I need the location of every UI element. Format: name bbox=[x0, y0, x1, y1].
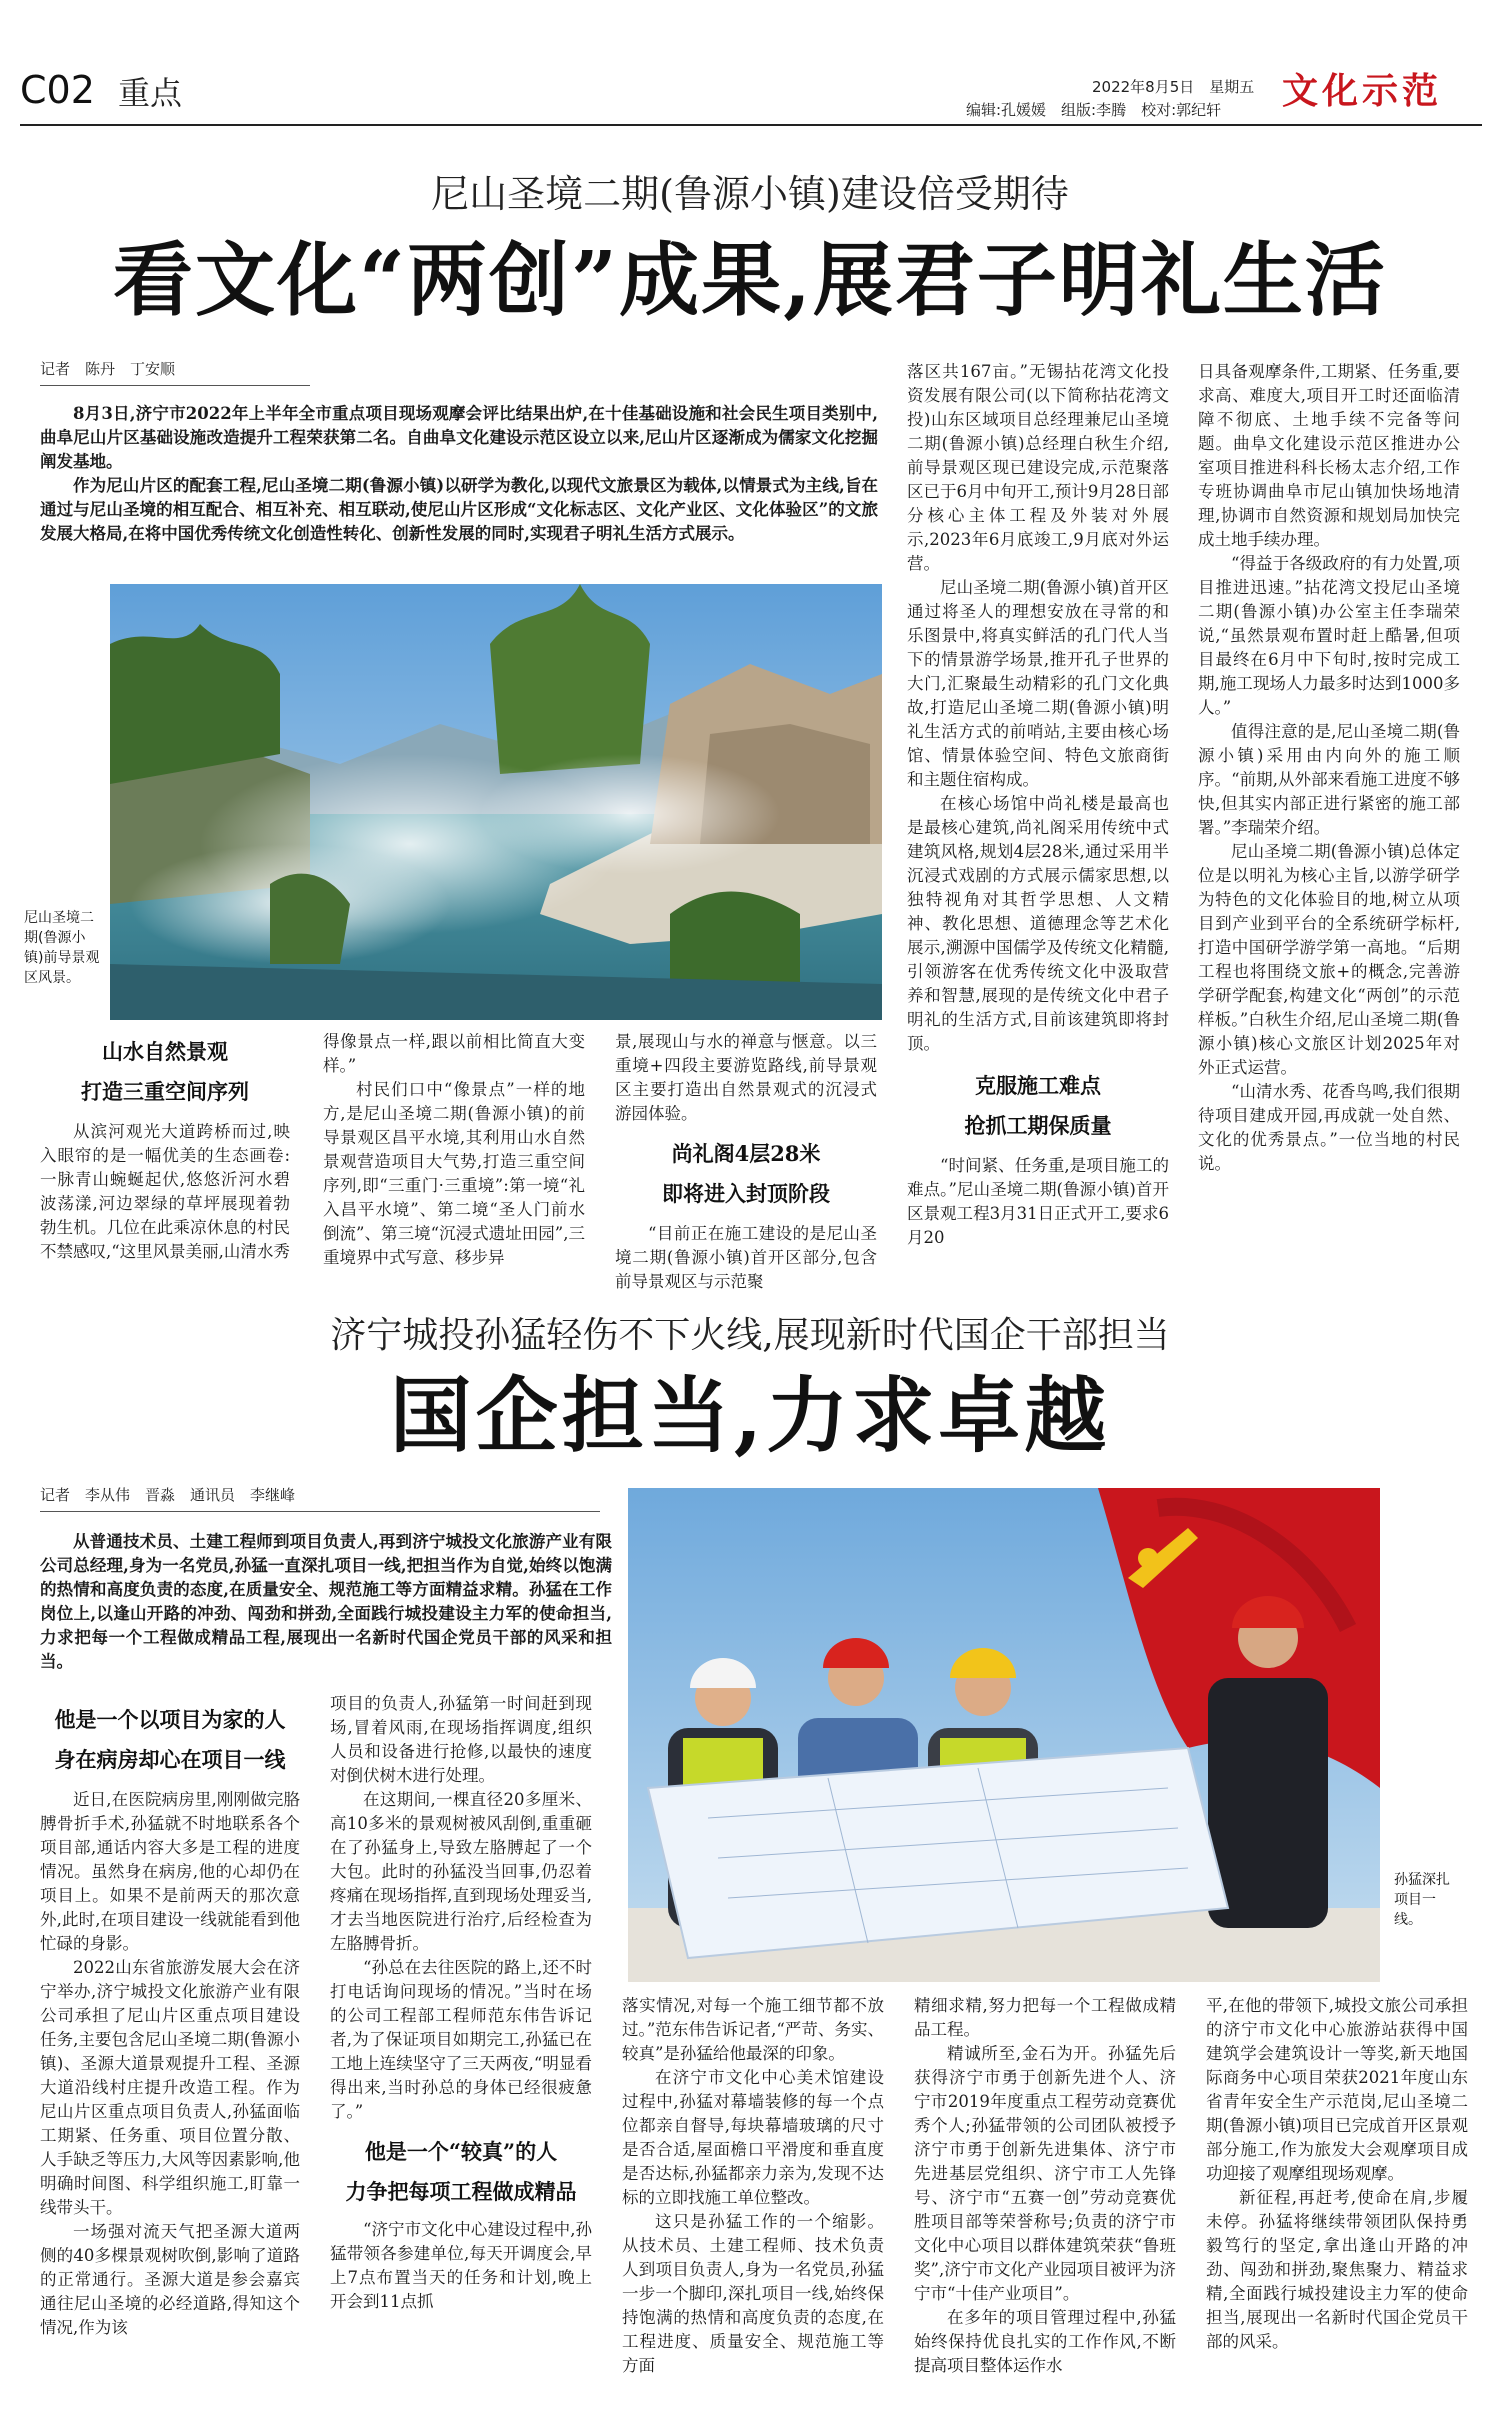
body-paragraph: 村民们口中“像景点”一样的地方,是尼山圣境二期(鲁源小镇)的前导景观区昌平水境,其利用山水自然景观营造项目大气势,打造三重空间序列,即“三重门·三重境”:第一境“礼入昌平水境”、第二境“圣人门前水倒流”、第三境“沉浸式遗址田园”,三重境界中式写意、移步异 bbox=[323, 1080, 585, 1267]
section-subheading: 打造三重空间序列 bbox=[81, 1079, 249, 1104]
workers-photo-caption: 孙猛深扎项目一线。 bbox=[1394, 1872, 1450, 1928]
article1-column-4 bbox=[907, 360, 1169, 1260]
section-subheading: 力争把每项工程做成精品 bbox=[345, 2179, 577, 2204]
landscape-photo-caption: 尼山圣境二期(鲁源小镇)前导景观区风景。 bbox=[24, 910, 100, 986]
body-paragraph: 在济宁市文化中心美术馆建设过程中,孙猛对幕墙装修的每一个点位都亲自督导,每块幕墙玻璃的尺寸是否合适,屋面檐口平滑度和垂直度是否达标,孙猛都亲力亲为,发现不达标的立即找施工单位整改。 bbox=[622, 2068, 884, 2207]
workers-photo-svg bbox=[628, 1488, 1380, 1982]
article1-column-3 bbox=[615, 1030, 877, 1291]
lead-paragraph: 作为尼山片区的配套工程,尼山圣境二期(鲁源小镇)以研学为教化,以现代文旅景区为载体,以情景式为主线,旨在通过与尼山圣境的相互配合、相互补充、相互联动,使尼山片区形成“文化标志区、文化产业区、文化体验区”的文旅发展大格局,在将中国优秀传统文化创造性转化、创新性发展的同时,实现君子明礼生活方式展示。 bbox=[40, 476, 878, 543]
body-paragraph: “得益于各级政府的有力处置,项目推进迅速。”拈花湾文投尼山圣境二期(鲁源小镇)办公室主任李瑞荣说,“虽然景观布置时赶上酷暑,但项目最终在6月中下旬时,按时完成工期,施工现场人力最多时达到1000多人。” bbox=[1198, 554, 1460, 717]
body-paragraph: 得像景点一样,跟以前相比简直大变样。” bbox=[323, 1032, 585, 1075]
body-paragraph: 景,展现山与水的禅意与惬意。以三重境+四段主要游览路线,前导景观区主要打造出自然景观式的沉浸式游园体验。 bbox=[615, 1032, 877, 1123]
body-paragraph: 新征程,再赶考,使命在肩,步履未停。孙猛将继续带领团队保持勇毅笃行的坚定,拿出逢山开路的冲劲、闯劲和拼劲,聚焦聚力、精益求精,全面践行城投建设主力军的使命担当,展现出一名新时代国企党员干部的风采。 bbox=[1206, 2188, 1468, 2351]
brand-logo: 文化示范 bbox=[1282, 71, 1443, 112]
lead-paragraph: 8月3日,济宁市2022年上半年全市重点项目现场观摩会评比结果出炉,在十佳基础设施和社会民生项目类别中,曲阜尼山片区基础设施改造提升工程荣获第二名。自曲阜文化建设示范区设立以来,尼山片区逐渐成为儒家文化挖掘阐发基地。 bbox=[40, 404, 878, 471]
issue-date: 2022年8月5日 星期五 bbox=[1092, 78, 1255, 96]
body-paragraph: 在这期间,一棵直径20多厘米、高10多米的景观树被风刮倒,重重砸在了孙猛身上,导致左胳膊起了一个大包。此时的孙猛没当回事,仍忍着疼痛在现场指挥,直到现场处理妥当,才去当地医院进行治疗,后经检查为左胳膊骨折。 bbox=[330, 1790, 592, 1953]
body-paragraph: 平,在他的带领下,城投文旅公司承担的济宁市文化中心旅游站获得中国建筑学会建筑设计一等奖,新天地国际商务中心项目荣获2021年度山东省青年安全生产示范岗,尼山圣境二期(鲁源小镇)项目已完成首开区景观部分施工,作为旅发大会观摩项目成功迎接了观摩组现场观摩。 bbox=[1206, 1996, 1468, 2183]
body-paragraph: “济宁市文化中心建设过程中,孙猛带领各参建单位,每天开调度会,早上7点布置当天的任务和计划,晚上开会到11点抓 bbox=[330, 2220, 592, 2311]
body-paragraph: 近日,在医院病房里,刚刚做完胳膊骨折手术,孙猛就不时地联系各个项目部,通话内容大多是工程的进度情况。虽然身在病房,他的心却仍在项目上。如果不是前两天的那次意外,此时,在项目建设一线就能看到他忙碌的身影。 bbox=[40, 1790, 300, 1953]
body-paragraph: 精细求精,努力把每一个工程做成精品工程。 bbox=[914, 1996, 1176, 2039]
article2-lead bbox=[40, 1530, 612, 1674]
body-paragraph: “目前正在施工建设的是尼山圣境二期(鲁源小镇)首开区部分,包含前导景观区与示范聚 bbox=[615, 1224, 877, 1291]
editor-credits: 编辑:孔媛媛 组版:李腾 校对:郭纪轩 bbox=[966, 101, 1222, 119]
body-paragraph: 这只是孙猛工作的一个缩影。从技术员、土建工程师、技术负责人到项目负责人,身为一名党员,孙猛一步一个脚印,深扎项目一线,始终保持饱满的热情和高度负责的态度,在工程进度、质量安全、规范施工等方面 bbox=[622, 2212, 884, 2375]
article1-column-2 bbox=[323, 1030, 585, 1267]
body-paragraph: 尼山圣境二期(鲁源小镇)总体定位是以明礼为核心主旨,以游学研学为特色的文化体验目的地,树立从项目到产业到平台的全系统研学标杆,打造中国研学游学第一高地。“后期工程也将围绕文旅+的概念,完善游学研学配套,构建文化“两创”的示范样板。”白秋生介绍,尼山圣境二期(鲁源小镇)核心文旅区计划2025年对外正式运营。 bbox=[1198, 842, 1460, 1077]
article2-title: 国企担当,力求卓越 bbox=[389, 1368, 1111, 1464]
body-paragraph: 项目的负责人,孙猛第一时间赶到现场,冒着风雨,在现场指挥调度,组织人员和设备进行抢修,以最快的速度对倒伏树木进行处理。 bbox=[330, 1694, 592, 1785]
article1-lead bbox=[40, 402, 878, 546]
lead-paragraph: 从普通技术员、土建工程师到项目负责人,再到济宁城投文化旅游产业有限公司总经理,身为一名党员,孙猛一直深扎项目一线,把担当作为自觉,始终以饱满的热情和高度负责的态度,在质量安全、规范施工等方面精益求精。孙猛在工作岗位上,以逢山开路的冲劲、闯劲和拼劲,全面践行城投建设主力军的使命担当,力求把每一个工程做成精品工程,展现出一名新时代国企党员干部的风采和担当。 bbox=[40, 1532, 612, 1671]
section-subheading: 克服施工难点 bbox=[975, 1073, 1101, 1098]
landscape-photo-svg bbox=[110, 584, 882, 1020]
page-number: C02 bbox=[20, 68, 95, 112]
article1-kicker: 尼山圣境二期(鲁源小镇)建设倍受期待 bbox=[431, 172, 1069, 216]
body-paragraph: 从滨河观光大道跨桥而过,映入眼帘的是一幅优美的生态画卷:一脉青山蜿蜒起伏,悠悠沂河水碧波荡漾,河边翠绿的草坪展现着勃勃生机。几位在此乘凉休息的村民不禁感叹,“这里风景美丽,山清水秀 bbox=[40, 1122, 290, 1261]
body-paragraph: 尼山圣境二期(鲁源小镇)首开区通过将圣人的理想安放在寻常的和乐图景中,将真实鲜活的孔门代人当下的情景游学场景,推开孔子世界的大门,汇聚最生动精彩的孔门文化典故,打造尼山圣境二期(鲁源小镇)明礼生活方式的前哨站,主要由核心场馆、情景体验空间、特色文旅商街和主题住宿构成。 bbox=[907, 578, 1169, 789]
section-subheading: 尚礼阁4层28米 bbox=[671, 1141, 821, 1166]
section-subheading: 身在病房却心在项目一线 bbox=[54, 1747, 286, 1772]
body-paragraph: 一场强对流天气把圣源大道两侧的40多棵景观树吹倒,影响了道路的正常通行。圣源大道是参会嘉宾通往尼山圣境的必经道路,得知这个情况,作为该 bbox=[40, 2222, 300, 2337]
article1-column-5 bbox=[1198, 360, 1460, 1260]
body-paragraph: 在核心场馆中尚礼楼是最高也是最核心建筑,尚礼阁采用传统中式建筑风格,规划4层28米,通过采用半沉浸式戏剧的方式展示儒家思想,以独特视角对其哲学思想、人文精神、教化思想、道德理念等艺术化展示,溯源中国儒学及传统文化精髓,引领游客在优秀传统文化中汲取营养和智慧,展现的是传统文化中君子明礼的生活方式,目前该建筑即将封顶。 bbox=[907, 794, 1169, 1053]
article2-column-5 bbox=[1206, 1994, 1468, 2400]
section-subheading: 他是一个以项目为家的人 bbox=[54, 1707, 286, 1732]
article2-column-3 bbox=[622, 1994, 884, 2400]
header-rule bbox=[20, 124, 1482, 126]
body-paragraph: 落实情况,对每一个施工细节都不放过。”范东伟告诉记者,“严苛、务实、较真”是孙猛给他最深的印象。 bbox=[622, 1996, 884, 2063]
section-subheading: 抢抓工期保质量 bbox=[964, 1113, 1112, 1138]
article2-column-2 bbox=[330, 1692, 592, 2400]
section-subheading: 山水自然景观 bbox=[102, 1039, 228, 1064]
workers-photo bbox=[628, 1488, 1380, 1982]
body-paragraph: “孙总在去往医院的路上,还不时打电话询问现场的情况。”当时在场的公司工程部工程师范东伟告诉记者,为了保证项目如期完工,孙猛已在工地上连续坚守了三天两夜,“明显看得出来,当时孙总的身体已经很疲惫了。” bbox=[330, 1958, 592, 2121]
article1-title: 看文化“两创”成果,展君子明礼生活 bbox=[113, 233, 1387, 327]
article2-column-4 bbox=[914, 1994, 1176, 2400]
body-paragraph: 2022山东省旅游发展大会在济宁举办,济宁城投文化旅游产业有限公司承担了尼山片区重点项目建设任务,主要包含尼山圣境二期(鲁源小镇)、圣源大道景观提升工程、圣源大道沿线村庄提升改造工程。作为尼山片区重点项目负责人,孙猛面临工期紧、任务重、项目位置分散、人手缺乏等压力,大风等因素影响,他明确时间图、科学组织施工,盯靠一线带头干。 bbox=[40, 1958, 300, 2217]
section-subheading: 即将进入封顶阶段 bbox=[662, 1181, 830, 1206]
article2-byline: 记者 李从伟 晋淼 通讯员 李继峰 bbox=[40, 1484, 600, 1512]
section-subheading: 他是一个“较真”的人 bbox=[364, 2139, 558, 2164]
article1-byline: 记者 陈丹 丁安顺 bbox=[40, 358, 310, 386]
landscape-photo bbox=[110, 584, 882, 1020]
article2-column-1 bbox=[40, 1700, 300, 2400]
section-name: 重点 bbox=[118, 74, 183, 112]
article1-column-1 bbox=[40, 1032, 290, 1260]
body-paragraph: 落区共167亩。”无锡拈花湾文化投资发展有限公司(以下简称拈花湾文投)山东区域项目总经理兼尼山圣境二期(鲁源小镇)总经理白秋生介绍,前导景观区现已建设完成,示范聚落区已于6月中旬开工,预计9月28日部分核心主体工程及外装对外展示,2023年6月底竣工,9月底对外运营。 bbox=[907, 362, 1169, 573]
article2-kicker: 济宁城投孙猛轻伤不下火线,展现新时代国企干部担当 bbox=[330, 1315, 1170, 1356]
body-paragraph: 在多年的项目管理过程中,孙猛始终保持优良扎实的工作作风,不断提高项目整体运作水 bbox=[914, 2308, 1176, 2375]
body-paragraph: 精诚所至,金石为开。孙猛先后获得济宁市勇于创新先进个人、济宁市2019年度重点工程劳动竞赛优秀个人;孙猛带领的公司团队被授予济宁市勇于创新先进集体、济宁市先进基层党组织、济宁市工人先锋号、济宁市“五赛一创”劳动竞赛优胜项目部等荣誉称号;负责的济宁市文化中心项目以群体建筑荣获“鲁班奖”,济宁市文化产业园项目被评为济宁市“十佳产业项目”。 bbox=[914, 2044, 1176, 2303]
body-paragraph: 日具备观摩条件,工期紧、任务重,要求高、难度大,项目开工时还面临清障不彻底、土地手续不完备等问题。曲阜文化建设示范区推进办公室项目推进科科长杨太志介绍,工作专班协调曲阜市尼山镇加快场地清理,协调市自然资源和规划局加快完成土地手续办理。 bbox=[1198, 362, 1460, 549]
body-paragraph: “山清水秀、花香鸟鸣,我们很期待项目建成开园,再成就一处自然、文化的优秀景点。”一位当地的村民说。 bbox=[1198, 1082, 1460, 1173]
body-paragraph: “时间紧、任务重,是项目施工的难点。”尼山圣境二期(鲁源小镇)首开区景观工程3月31日正式开工,要求6月20 bbox=[907, 1156, 1169, 1247]
body-paragraph: 值得注意的是,尼山圣境二期(鲁源小镇)采用由内向外的施工顺序。“前期,从外部来看施工进度不够快,但其实内部正进行紧密的施工部署。”李瑞荣介绍。 bbox=[1198, 722, 1460, 837]
